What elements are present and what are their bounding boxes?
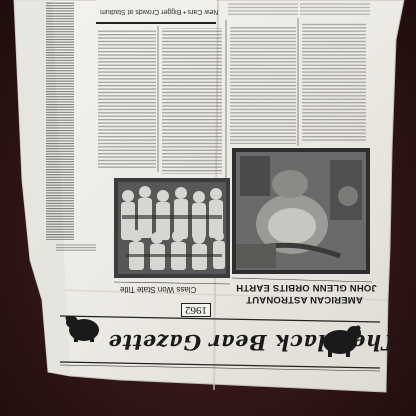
- headline-line-2: JOHN GLENN ORBITS EARTH: [236, 282, 377, 293]
- column-left-narrow: [46, 2, 74, 240]
- column-4: [302, 22, 366, 142]
- photo-caption: Class Won State Title: [120, 285, 197, 294]
- year-label: 1962: [181, 303, 211, 317]
- group-photo: [114, 178, 230, 278]
- top-teaser: New Cars • Bigger Crowds at Stadium: [100, 8, 219, 15]
- column-3: [230, 26, 296, 144]
- astronaut-photo: [232, 148, 370, 274]
- column-2: [162, 28, 222, 174]
- masthead-title: The Black Bear Gazette: [108, 330, 398, 355]
- headline-line-1: AMERICAN ASTRONAUT: [246, 294, 363, 305]
- column-1: [98, 30, 156, 168]
